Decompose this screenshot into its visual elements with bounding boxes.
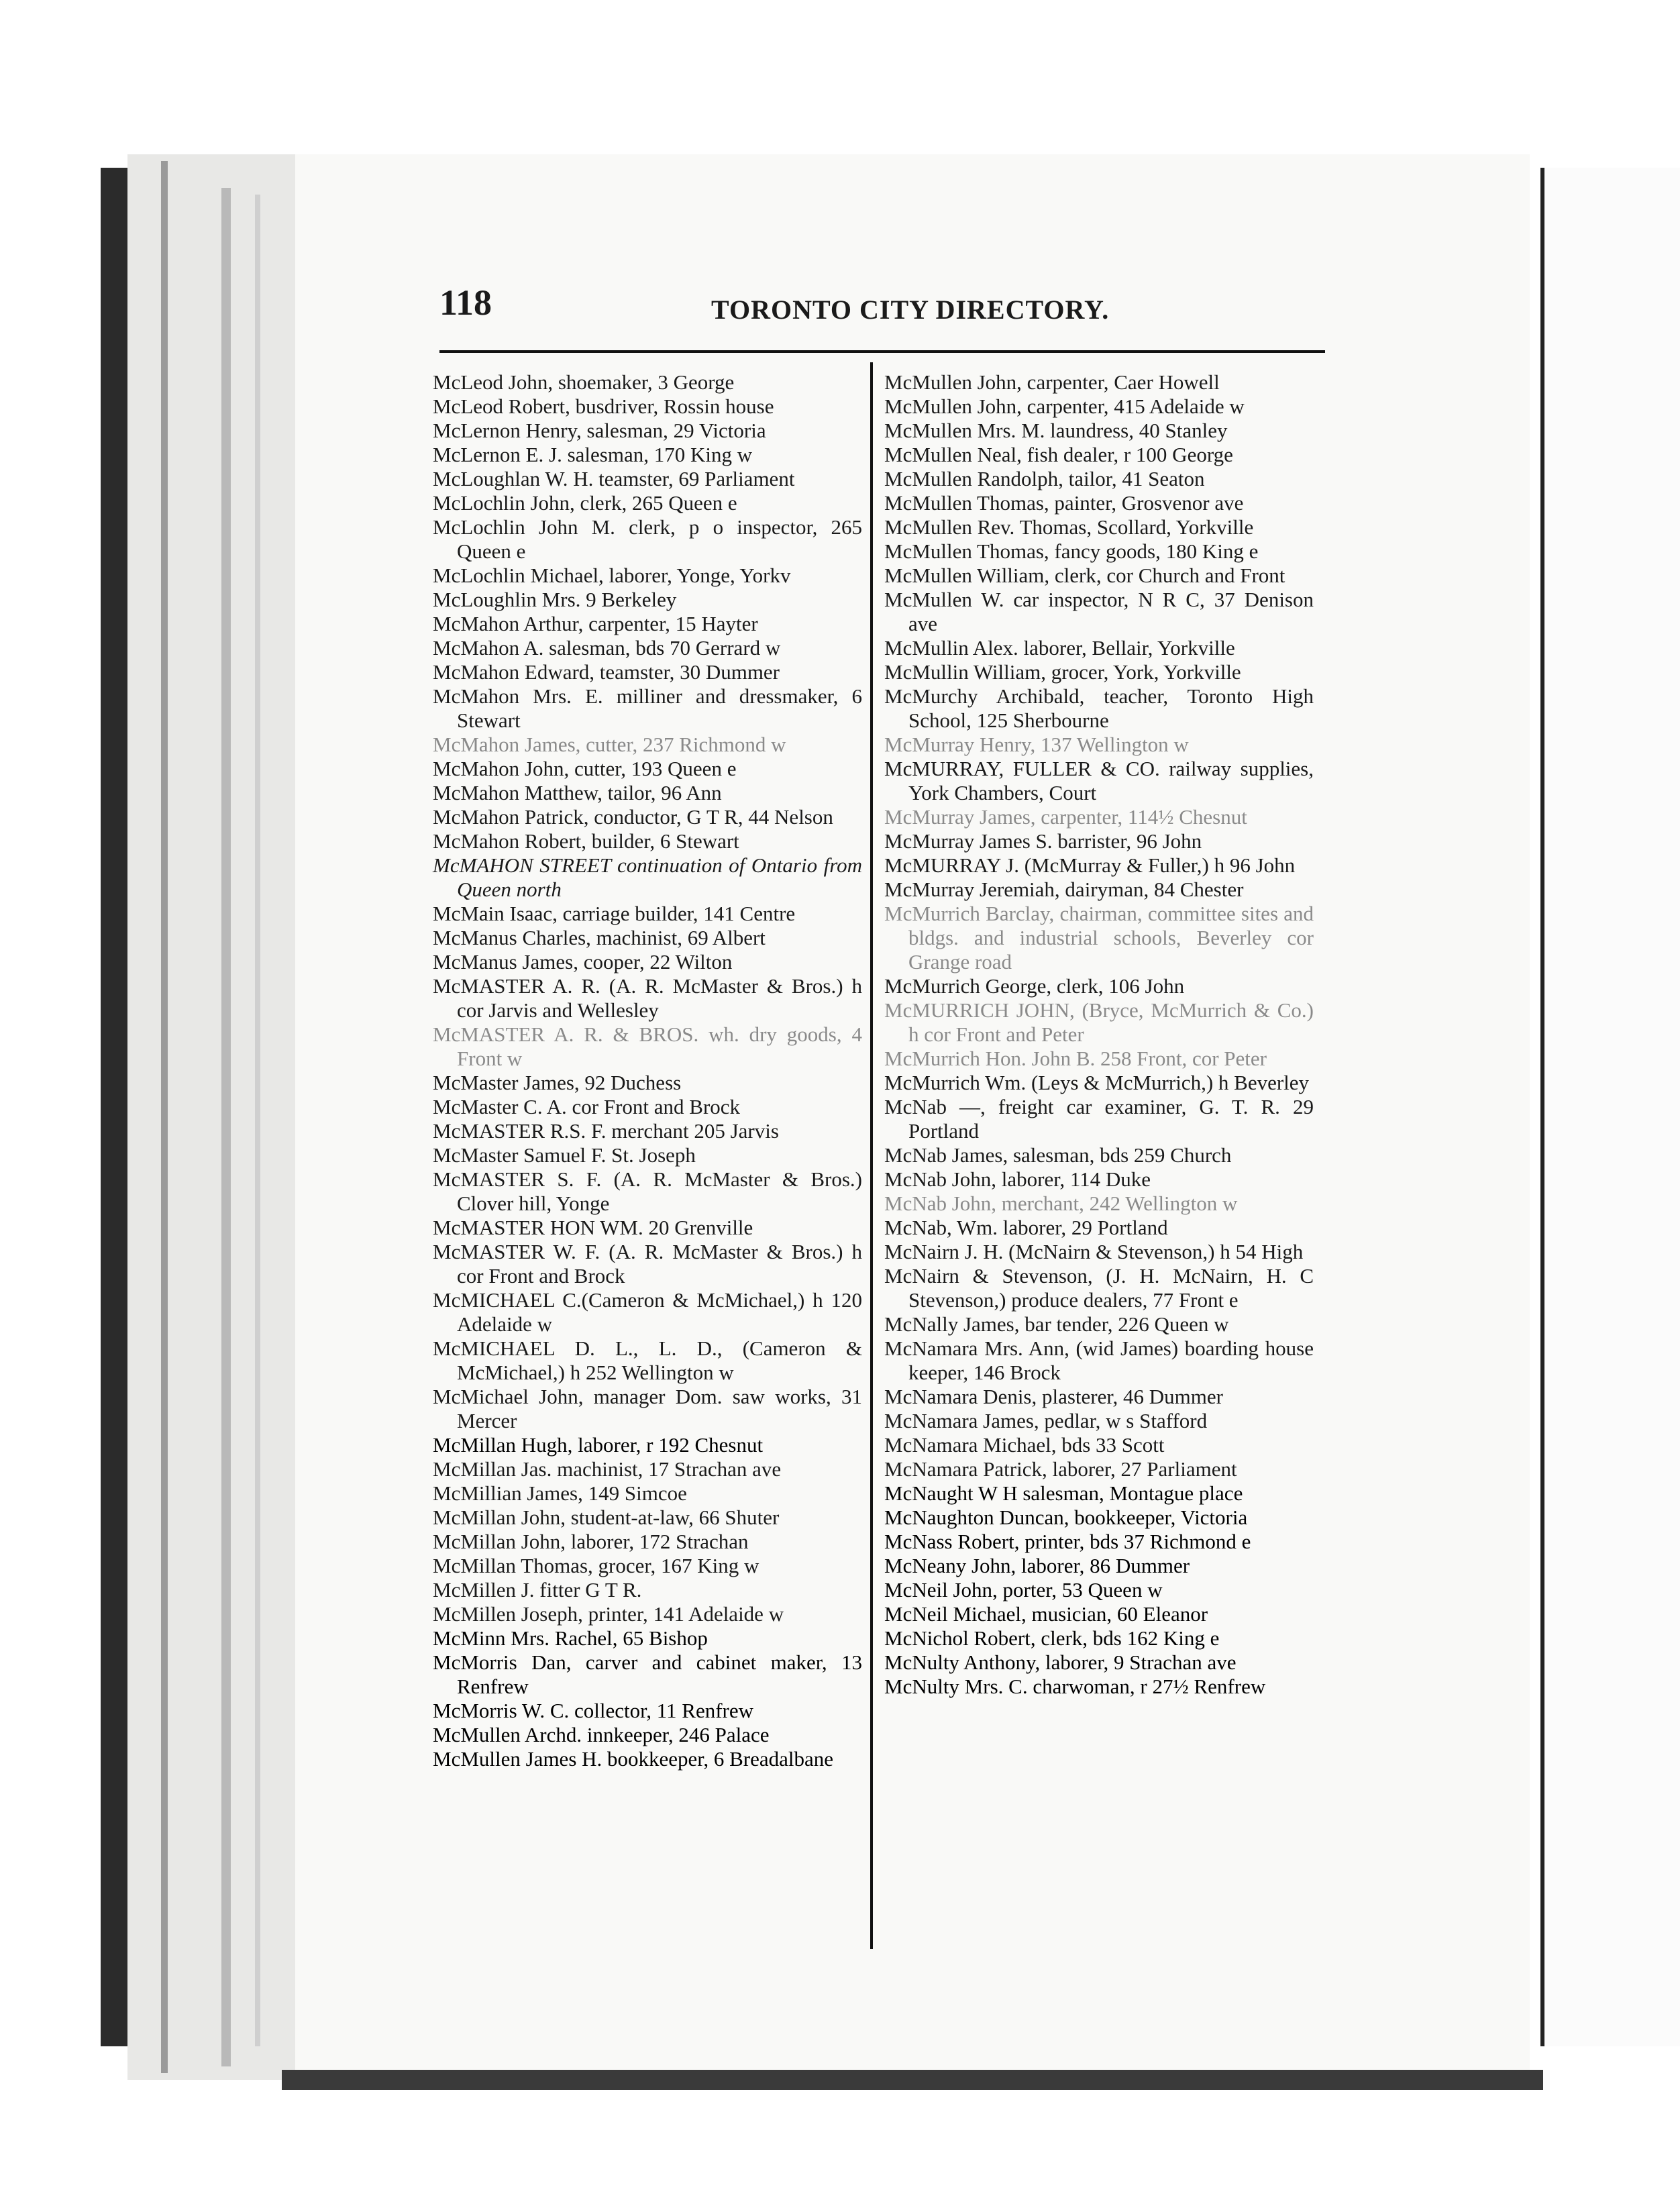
directory-entry: McMain Isaac, carriage builder, 141 Centre <box>433 902 796 925</box>
directory-entry: McNab —, freight car examiner, G. T. R. 29 Portland <box>884 1095 1314 1143</box>
directory-entry: McMahon John, cutter, 193 Queen e <box>433 757 737 780</box>
directory-entry: McNab, Wm. laborer, 29 Portland <box>884 1216 1168 1239</box>
directory-entry: McNeil Michael, musician, 60 Eleanor <box>884 1602 1208 1626</box>
directory-entry: McMurray Henry, 137 Wellington w <box>884 733 1189 756</box>
page-stack-band <box>127 154 295 2080</box>
directory-entry: McNeil John, porter, 53 Queen w <box>884 1578 1163 1601</box>
directory-entry: McLoughlin Mrs. 9 Berkeley <box>433 588 677 611</box>
directory-entry: McLochlin John M. clerk, p o inspector, 265 Queen e <box>433 515 862 563</box>
directory-entry: McNulty Mrs. C. charwoman, r 27½ Renfrew <box>884 1675 1266 1698</box>
directory-entry: McLochlin John, clerk, 265 Queen e <box>433 491 737 515</box>
directory-entry: McNally James, bar tender, 226 Queen w <box>884 1312 1229 1336</box>
directory-entry: McNairn & Stevenson, (J. H. McNairn, H. C Stevenson,) produce dealers, 77 Front e <box>884 1264 1314 1312</box>
directory-entry: McMurrich Wm. (Leys & McMurrich,) h Beverley <box>884 1071 1310 1094</box>
directory-entry: McMullin William, grocer, York, Yorkville <box>884 660 1241 684</box>
directory-entry: McMURRICH JOHN, (Bryce, McMurrich & Co.) h cor Front and Peter <box>884 998 1314 1046</box>
directory-entry: McMASTER A. R. (A. R. McMaster & Bros.) h cor Jarvis and Wellesley <box>433 974 862 1022</box>
facing-page-edge <box>1540 168 1680 2046</box>
directory-entry: McMurchy Archibald, teacher, Toronto High School, 125 Sherbourne <box>884 684 1314 732</box>
directory-entry: McMillen Joseph, printer, 141 Adelaide w <box>433 1602 784 1626</box>
directory-entry: McMASTER S. F. (A. R. McMaster & Bros.) Clover hill, Yonge <box>433 1167 862 1215</box>
directory-entry: McMURRAY, FULLER & CO. railway supplies, York Chambers, Court <box>884 757 1314 804</box>
directory-entry: McMillian James, 149 Simcoe <box>433 1481 687 1505</box>
directory-entry: McNab John, merchant, 242 Wellington w <box>884 1192 1238 1215</box>
directory-entry: McMurray James, carpenter, 114½ Chesnut <box>884 805 1247 829</box>
directory-entry: McNamara Patrick, laborer, 27 Parliament <box>884 1457 1237 1481</box>
directory-entry: McNamara Michael, bds 33 Scott <box>884 1433 1165 1457</box>
directory-entry: McMurray Jeremiah, dairyman, 84 Chester <box>884 878 1244 901</box>
directory-entry: McMullen Thomas, painter, Grosvenor ave <box>884 491 1244 515</box>
directory-entry: McNaughton Duncan, bookkeeper, Victoria <box>884 1506 1248 1529</box>
directory-entry: McMahon James, cutter, 237 Richmond w <box>433 733 786 756</box>
directory-entry: McNamara James, pedlar, w s Stafford <box>884 1409 1208 1432</box>
directory-entry: McNamara Denis, plasterer, 46 Dummer <box>884 1385 1223 1408</box>
directory-entry: McMahon A. salesman, bds 70 Gerrard w <box>433 636 781 660</box>
directory-entry: McMullen John, carpenter, Caer Howell <box>884 370 1220 394</box>
directory-entry: McMahon Arthur, carpenter, 15 Hayter <box>433 612 758 635</box>
directory-entry: McNamara Mrs. Ann, (wid James) boarding house keeper, 146 Brock <box>884 1336 1314 1384</box>
left-column <box>433 370 862 1771</box>
right-column <box>884 370 1314 1699</box>
directory-entry: McMaster C. A. cor Front and Brock <box>433 1095 741 1118</box>
directory-entry: McMURRAY J. (McMurray & Fuller,) h 96 John <box>884 853 1296 877</box>
directory-entry: McMillan John, laborer, 172 Strachan <box>433 1530 749 1553</box>
directory-entry: McMICHAEL C.(Cameron & McMichael,) h 120 Adelaide w <box>433 1288 862 1336</box>
directory-entry: McMahon Robert, builder, 6 Stewart <box>433 829 739 853</box>
directory-entry: McMASTER W. F. (A. R. McMaster & Bros.) h cor Front and Brock <box>433 1240 862 1288</box>
directory-entry: McNichol Robert, clerk, bds 162 King e <box>884 1626 1220 1650</box>
directory-entry: McMillan John, student-at-law, 66 Shuter <box>433 1506 780 1529</box>
directory-entry: McNairn J. H. (McNairn & Stevenson,) h 54 High <box>884 1240 1304 1263</box>
directory-entry: McMillen J. fitter G T R. <box>433 1578 642 1601</box>
running-head-title: TORONTO CITY DIRECTORY. <box>711 295 1110 325</box>
directory-entry: McMullen Mrs. M. laundress, 40 Stanley <box>884 419 1228 442</box>
directory-entry: McNass Robert, printer, bds 37 Richmond e <box>884 1530 1251 1553</box>
directory-entry: McMASTER R.S. F. merchant 205 Jarvis <box>433 1119 779 1143</box>
directory-entry: McLernon E. J. salesman, 170 King w <box>433 443 753 466</box>
directory-entry: McMullen James H. bookkeeper, 6 Breadalbane <box>433 1747 834 1771</box>
directory-entry: McMASTER A. R. & BROS. wh. dry goods, 4 Front w <box>433 1022 862 1070</box>
directory-entry: McMillan Hugh, laborer, r 192 Chesnut <box>433 1433 764 1457</box>
book-edge-left <box>101 168 127 2046</box>
directory-entry: McMillan Thomas, grocer, 167 King w <box>433 1554 759 1577</box>
page-header <box>439 282 1325 335</box>
directory-entry: McMinn Mrs. Rachel, 65 Bishop <box>433 1626 708 1650</box>
directory-entry: McNulty Anthony, laborer, 9 Strachan ave <box>884 1650 1237 1674</box>
page-bottom-shadow <box>282 2070 1543 2090</box>
directory-entry: McMahon Matthew, tailor, 96 Ann <box>433 781 722 804</box>
directory-entry: McMorris Dan, carver and cabinet maker, 13 Renfrew <box>433 1650 862 1698</box>
directory-entry: McLochlin Michael, laborer, Yonge, Yorkv <box>433 564 791 587</box>
directory-entry: McMurrich George, clerk, 106 John <box>884 974 1185 998</box>
directory-entry: McMahon Edward, teamster, 30 Dummer <box>433 660 780 684</box>
directory-entry: McLoughlan W. H. teamster, 69 Parliament <box>433 467 795 490</box>
page-stack-line <box>255 195 260 2046</box>
directory-entry: McManus Charles, machinist, 69 Albert <box>433 926 766 949</box>
page-stack-line <box>221 188 231 2066</box>
page-number: 118 <box>439 282 492 323</box>
directory-entry: McManus James, cooper, 22 Wilton <box>433 950 733 974</box>
page-stack-line <box>161 161 168 2073</box>
directory-entry: McLeod John, shoemaker, 3 George <box>433 370 735 394</box>
directory-entry: McMurrich Barclay, chairman, committee sites and bldgs. and industrial schools, Beverley cor Grange road <box>884 902 1314 974</box>
directory-entry: McMullen Rev. Thomas, Scollard, Yorkville <box>884 515 1254 539</box>
directory-entry: McMullen Archd. innkeeper, 246 Palace <box>433 1723 770 1746</box>
directory-entry: McNaught W H salesman, Montague place <box>884 1481 1243 1505</box>
directory-entry: McMullen Randolph, tailor, 41 Seaton <box>884 467 1205 490</box>
directory-entry: McMullen Thomas, fancy goods, 180 King e <box>884 539 1259 563</box>
column-divider <box>870 362 873 1949</box>
directory-entry: McMorris W. C. collector, 11 Renfrew <box>433 1699 754 1722</box>
directory-entry: McMICHAEL D. L., L. D., (Cameron & McMichael,) h 252 Wellington w <box>433 1336 862 1384</box>
directory-entry: McMaster James, 92 Duchess <box>433 1071 682 1094</box>
directory-entry: McMichael John, manager Dom. saw works, 31 Mercer <box>433 1385 862 1432</box>
directory-entry: McMahon Mrs. E. milliner and dressmaker, 6 Stewart <box>433 684 862 732</box>
directory-entry: McMAHON STREET continuation of Ontario from Queen north <box>433 853 862 901</box>
directory-entry: McMillan Jas. machinist, 17 Strachan ave <box>433 1457 782 1481</box>
directory-entry: McMASTER HON WM. 20 Grenville <box>433 1216 753 1239</box>
directory-entry: McMullen John, carpenter, 415 Adelaide w <box>884 395 1245 418</box>
directory-entry: McNeany John, laborer, 86 Dummer <box>884 1554 1190 1577</box>
directory-entry: McMullen William, clerk, cor Church and Front <box>884 564 1285 587</box>
header-rule <box>439 350 1325 353</box>
directory-entry: McMullin Alex. laborer, Bellair, Yorkville <box>884 636 1235 660</box>
directory-entry: McMurrich Hon. John B. 258 Front, cor Peter <box>884 1047 1267 1070</box>
directory-entry: McMullen W. car inspector, N R C, 37 Denison ave <box>884 588 1314 635</box>
directory-entry: McMurray James S. barrister, 96 John <box>884 829 1202 853</box>
directory-entry: McLeod Robert, busdriver, Rossin house <box>433 395 774 418</box>
directory-entry: McMahon Patrick, conductor, G T R, 44 Nelson <box>433 805 833 829</box>
directory-entry: McMullen Neal, fish dealer, r 100 George <box>884 443 1233 466</box>
directory-entry: McMaster Samuel F. St. Joseph <box>433 1143 696 1167</box>
directory-entry: McLernon Henry, salesman, 29 Victoria <box>433 419 766 442</box>
directory-entry: McNab James, salesman, bds 259 Church <box>884 1143 1232 1167</box>
directory-entry: McNab John, laborer, 114 Duke <box>884 1167 1151 1191</box>
